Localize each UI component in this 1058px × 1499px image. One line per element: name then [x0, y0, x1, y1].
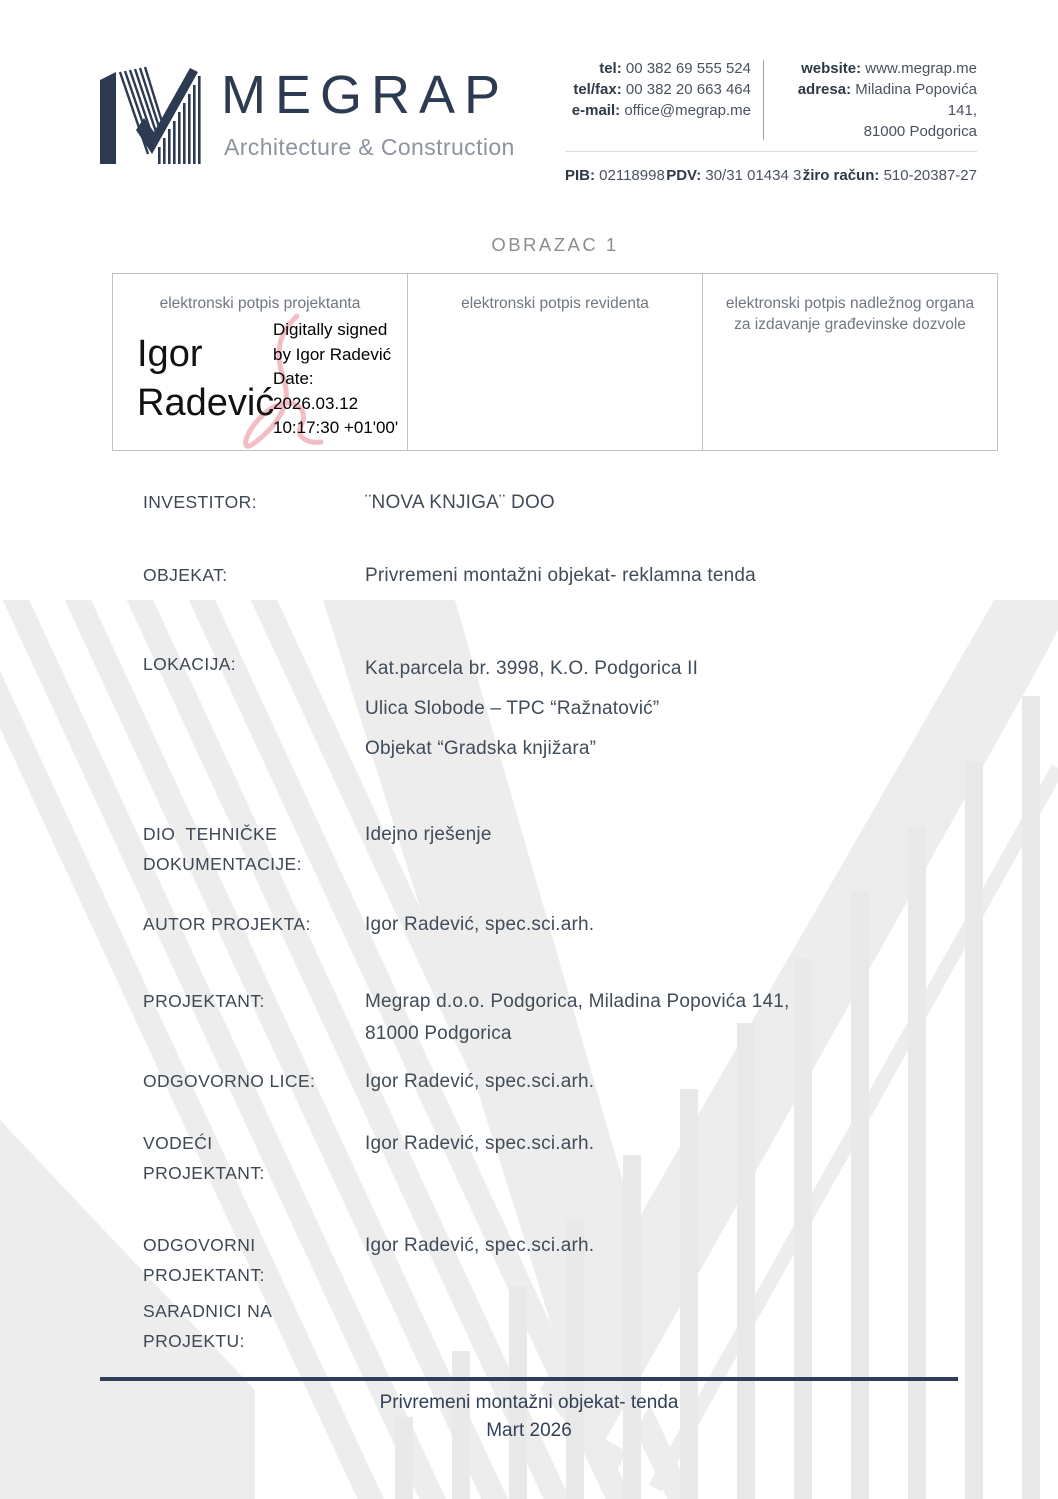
field-value: ¨NOVA KNJIGA¨ DOO	[365, 492, 555, 513]
field-label: OBJEKAT:	[143, 565, 228, 585]
field-label: SARADNICI NA PROJEKTU:	[143, 1301, 273, 1351]
email-line: e-mail: office@megrap.me	[571, 102, 751, 119]
field-label: DIO TEHNIČKE DOKUMENTACIJE:	[143, 824, 302, 874]
signature-details: Digitally signed by Igor Radević Date: 2026.03.12 10:17:30 +01'00'	[273, 320, 399, 437]
field-row	[143, 1066, 958, 1098]
signature-cell-revident	[408, 274, 703, 450]
field-row	[143, 1296, 958, 1356]
header-divider	[565, 151, 977, 152]
telfax-line: tel/fax: 00 382 20 663 464	[573, 81, 751, 98]
field-label: PROJEKTANT:	[143, 991, 265, 1011]
signature-cell-header: elektronski potpis projektanta	[159, 295, 361, 312]
field-value: Igor Radević, spec.sci.arh.	[365, 1133, 595, 1154]
brand-name: MEGRAP	[221, 65, 510, 125]
footer-text	[100, 1389, 958, 1445]
field-value: Igor Radević, spec.sci.arh.	[365, 1235, 595, 1256]
field-label: ODGOVORNI PROJEKTANT:	[143, 1235, 265, 1285]
header-contact-block	[565, 58, 977, 186]
contact-divider	[763, 60, 764, 140]
signature-cell-header: elektronski potpis nadležnog organa za izdavanje građevinske dozvole	[725, 295, 975, 333]
footer-date: Mart 2026	[486, 1420, 572, 1441]
field-value: Igor Radević, spec.sci.arh.	[365, 1071, 595, 1092]
field-row	[143, 487, 958, 519]
field-value: Idejno rješenje	[365, 824, 492, 845]
field-label: INVESTITOR:	[143, 492, 257, 512]
address-line-2: 81000 Podgorica	[863, 123, 977, 140]
field-row	[143, 649, 958, 769]
field-row	[143, 986, 958, 1050]
pdv: PDV: 30/31 01434 3	[666, 167, 802, 184]
signature-table	[112, 273, 998, 451]
contact-left-column	[565, 58, 751, 121]
contact-right-column	[776, 58, 977, 142]
tel-line: tel: 00 382 69 555 524	[599, 60, 751, 77]
field-row	[143, 560, 958, 592]
project-fields	[143, 480, 958, 1356]
field-label: AUTOR PROJEKTA:	[143, 914, 311, 934]
field-value: Kat.parcela br. 3998, K.O. Podgorica II Ulica Slobode – TPC “Ražnatović” Objekat “Gradska knjižara”	[365, 658, 699, 759]
field-label: VODEĆI PROJEKTANT:	[143, 1133, 265, 1183]
field-row	[143, 1128, 958, 1188]
brand-tagline: Architecture & Construction	[224, 134, 515, 160]
pib: PIB: 02118998	[565, 167, 665, 184]
signature-name: Igor Radević	[137, 333, 275, 424]
footer-project-title: Privremeni montažni objekat- tenda	[379, 1392, 679, 1413]
signature-cell-projektant	[113, 274, 408, 450]
megrap-logo-icon	[100, 66, 204, 164]
form-title: OBRAZAC 1	[491, 234, 619, 255]
ziro-racun: žiro račun: 510-20387-27	[802, 167, 977, 184]
field-value: Megrap d.o.o. Podgorica, Miladina Popovića 141, 81000 Podgorica	[365, 991, 790, 1044]
field-label: LOKACIJA:	[143, 654, 237, 674]
company-registry-row	[565, 165, 977, 186]
footer-rule	[100, 1377, 958, 1381]
field-row	[143, 819, 958, 879]
field-label: ODGOVORNO LICE:	[143, 1071, 316, 1091]
field-value: Igor Radević, spec.sci.arh.	[365, 914, 595, 935]
field-row	[143, 1230, 958, 1290]
signature-cell-header: elektronski potpis revidenta	[461, 295, 649, 312]
address-line: adresa: Miladina Popovića 141,	[797, 81, 977, 119]
signature-cell-nadlezni-organ	[703, 274, 997, 450]
website-line: website: www.megrap.me	[801, 60, 977, 77]
field-row	[143, 909, 958, 941]
field-value: Privremeni montažni objekat- reklamna tenda	[365, 565, 756, 586]
